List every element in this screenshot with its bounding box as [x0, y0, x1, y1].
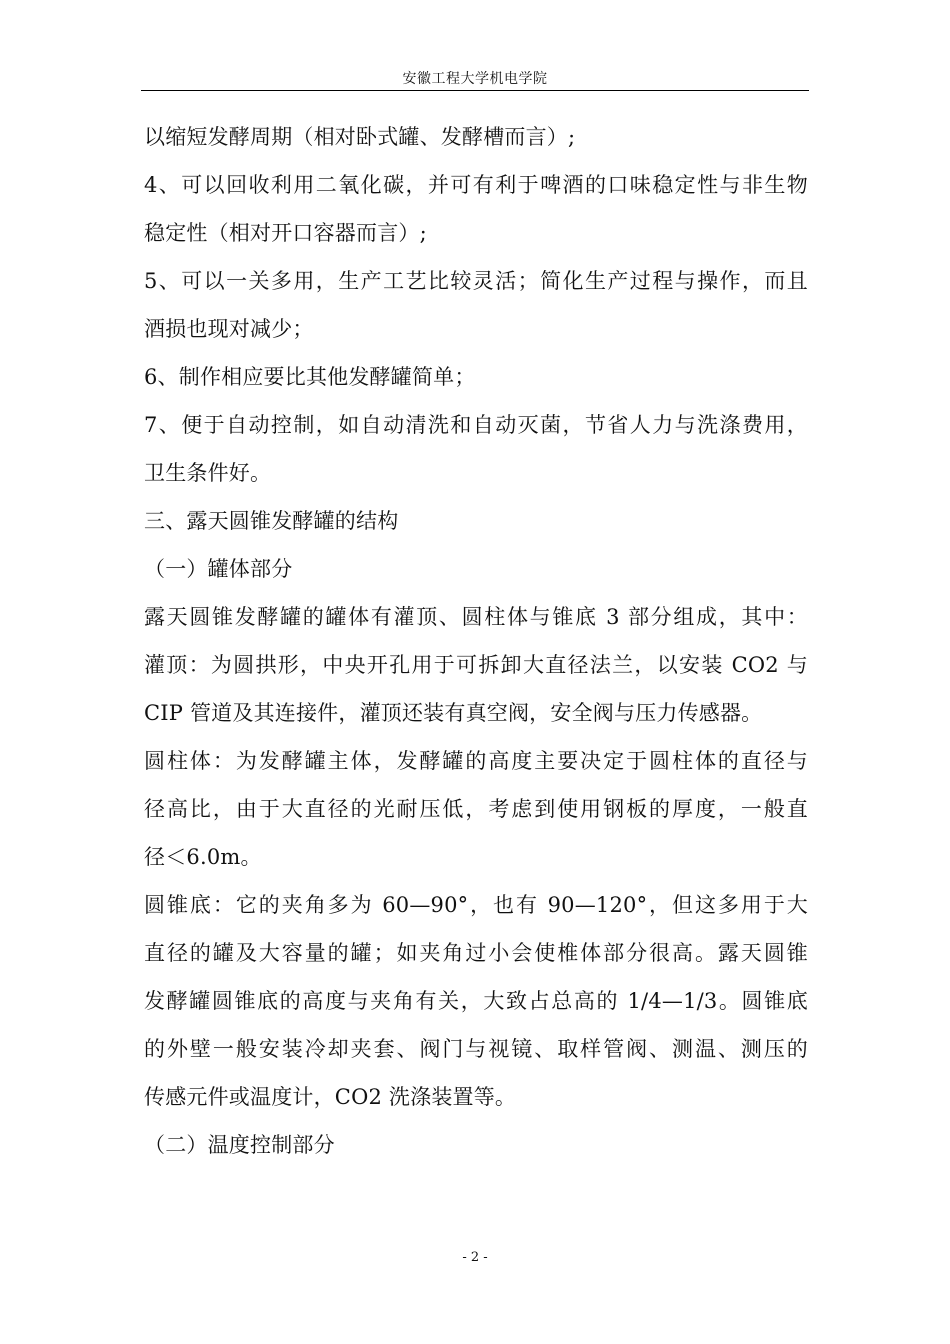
paragraph-line: 圆柱体：为发酵罐主体，发酵罐的高度主要决定于圆柱体的直径与 — [144, 749, 808, 773]
paragraph-line: 卫生条件好。 — [144, 461, 272, 485]
header-title: 安徽工程大学机电学院 — [402, 71, 548, 87]
paragraph-line: CIP 管道及其连接件，灌顶还装有真空阀，安全阀与压力传感器。 — [144, 701, 763, 725]
paragraph-line: 直径的罐及大容量的罐；如夹角过小会使椎体部分很高。露天圆锥 — [144, 941, 808, 965]
page-number: - 2 - — [462, 1250, 488, 1265]
paragraph-line: 露天圆锥发酵罐的罐体有灌顶、圆柱体与锥底 3 部分组成，其中： — [144, 605, 808, 629]
paragraph-line: 径＜6.0m。 — [144, 845, 262, 869]
paragraph-line: 径高比，由于大直径的光耐压低，考虑到使用钢板的厚度，一般直 — [144, 797, 808, 821]
paragraph-line: 6、制作相应要比其他发酵罐简单； — [144, 365, 476, 389]
paragraph-line: 的外壁一般安装冷却夹套、阀门与视镜、取样管阀、测温、测压的 — [144, 1037, 808, 1061]
paragraph-line: 以缩短发酵周期（相对卧式罐、发酵槽而言）; — [144, 125, 576, 149]
paragraph-line: 发酵罐圆锥底的高度与夹角有关，大致占总高的 1/4—1/3。圆锥底 — [144, 989, 808, 1013]
paragraph-line: 传感元件或温度计，CO2 洗涤装置等。 — [144, 1085, 517, 1109]
section-heading: 三、露天圆锥发酵罐的结构 — [144, 509, 399, 533]
paragraph-line: 4、可以回收利用二氧化碳，并可有利于啤酒的口味稳定性与非生物 — [144, 173, 808, 197]
paragraph-line: 酒损也现对减少； — [144, 317, 314, 341]
paragraph-line: 7、便于自动控制，如自动清洗和自动灭菌，节省人力与洗涤费用， — [144, 413, 808, 437]
paragraph-line: 稳定性（相对开口容器而言）; — [144, 221, 427, 245]
paragraph-line: 灌顶：为圆拱形，中央开孔用于可拆卸大直径法兰，以安装 CO2 与 — [144, 653, 808, 677]
paragraph-line: 5、可以一关多用，生产工艺比较灵活；简化生产过程与操作，而且 — [144, 269, 808, 293]
document-body — [144, 113, 808, 1169]
subsection-heading: （一）罐体部分 — [144, 557, 293, 581]
page-header — [141, 64, 809, 91]
paragraph-line: 圆锥底：它的夹角多为 60—90°，也有 90—120°，但这多用于大 — [144, 893, 808, 917]
subsection-heading: （二）温度控制部分 — [144, 1133, 335, 1157]
